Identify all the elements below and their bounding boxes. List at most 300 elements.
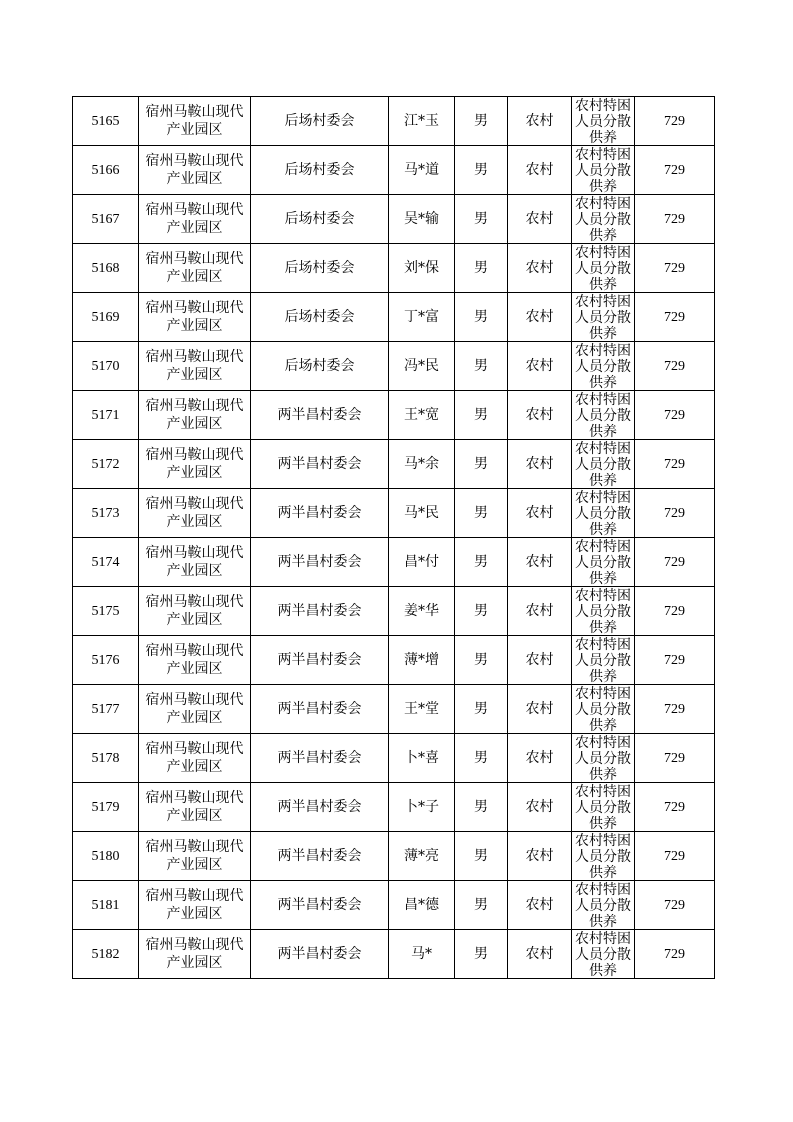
amount: 729 [664, 162, 685, 178]
support-type-line-2: 人员分散 [575, 898, 631, 914]
gender: 男 [474, 651, 488, 668]
support-type-cell [572, 195, 635, 244]
committee-cell [251, 195, 389, 244]
gender-cell [455, 587, 508, 636]
serial-number: 5181 [91, 897, 120, 913]
park-cell [139, 391, 251, 440]
amount-cell [635, 832, 715, 881]
support-type-line-1: 农村特困 [575, 98, 631, 114]
serial-number: 5178 [91, 750, 120, 766]
residence-type: 农村 [525, 847, 554, 864]
name-cell [389, 146, 455, 195]
support-type-line-3: 供养 [589, 767, 617, 782]
serial-number-cell [73, 293, 139, 342]
village-committee: 两半昌村委会 [277, 896, 362, 913]
committee-cell [251, 685, 389, 734]
gender-cell [455, 636, 508, 685]
park-name-line-2: 产业园区 [166, 808, 223, 824]
amount: 729 [664, 505, 685, 521]
recipient-name: 姜*华 [404, 602, 439, 619]
serial-number: 5165 [91, 113, 120, 129]
committee-cell [251, 342, 389, 391]
support-type-cell [572, 685, 635, 734]
support-type-line-1: 农村特困 [575, 245, 631, 261]
park-cell [139, 734, 251, 783]
residence-type: 农村 [525, 112, 554, 129]
support-type-line-3: 供养 [589, 718, 617, 733]
name-cell [389, 440, 455, 489]
park-name-line-1: 宿州马鞍山现代 [145, 202, 244, 218]
amount: 729 [664, 113, 685, 129]
support-type-line-2: 人员分散 [575, 457, 631, 473]
park-cell [139, 832, 251, 881]
amount-cell [635, 391, 715, 440]
park-name-line-2: 产业园区 [166, 661, 223, 677]
committee-cell [251, 930, 389, 979]
table-body [73, 97, 715, 979]
gender-cell [455, 391, 508, 440]
name-cell [389, 881, 455, 930]
committee-cell [251, 97, 389, 146]
gender-cell [455, 734, 508, 783]
support-type-line-2: 人员分散 [575, 163, 631, 179]
park-cell [139, 685, 251, 734]
gender-cell [455, 832, 508, 881]
park-name-line-2: 产业园区 [166, 465, 223, 481]
table-row [73, 195, 715, 244]
support-type-line-1: 农村特困 [575, 441, 631, 457]
support-type-line-1: 农村特困 [575, 735, 631, 751]
table-row [73, 440, 715, 489]
serial-number-cell [73, 195, 139, 244]
village-committee: 两半昌村委会 [277, 651, 362, 668]
support-type-line-2: 人员分散 [575, 359, 631, 375]
recipient-name: 刘*保 [404, 259, 439, 276]
recipient-name: 王*宽 [404, 406, 439, 423]
amount-cell [635, 195, 715, 244]
park-name-line-1: 宿州马鞍山现代 [145, 349, 244, 365]
name-cell [389, 783, 455, 832]
gender-cell [455, 930, 508, 979]
amount: 729 [664, 750, 685, 766]
residence-type: 农村 [525, 455, 554, 472]
serial-number-cell [73, 734, 139, 783]
recipient-name: 薄*亮 [404, 847, 439, 864]
serial-number: 5182 [91, 946, 120, 962]
amount-cell [635, 881, 715, 930]
village-committee: 两半昌村委会 [277, 798, 362, 815]
residence-type: 农村 [525, 259, 554, 276]
table-row [73, 244, 715, 293]
recipient-name: 马* [411, 945, 432, 962]
recipient-name: 马*民 [404, 504, 439, 521]
name-cell [389, 587, 455, 636]
gender: 男 [474, 161, 488, 178]
support-type-line-1: 农村特困 [575, 588, 631, 604]
gender-cell [455, 783, 508, 832]
support-type-cell [572, 930, 635, 979]
serial-number-cell [73, 636, 139, 685]
support-type-line-1: 农村特困 [575, 833, 631, 849]
amount: 729 [664, 603, 685, 619]
park-name-line-1: 宿州马鞍山现代 [145, 545, 244, 561]
name-cell [389, 195, 455, 244]
amount-cell [635, 342, 715, 391]
support-type-cell [572, 587, 635, 636]
table-row [73, 146, 715, 195]
park-name-line-2: 产业园区 [166, 759, 223, 775]
serial-number: 5173 [91, 505, 120, 521]
support-type-cell [572, 146, 635, 195]
support-type-line-2: 人员分散 [575, 800, 631, 816]
recipient-name: 卜*喜 [404, 749, 439, 766]
park-cell [139, 636, 251, 685]
amount: 729 [664, 652, 685, 668]
serial-number-cell [73, 538, 139, 587]
amount-cell [635, 734, 715, 783]
residence-cell [508, 636, 572, 685]
support-type-line-1: 农村特困 [575, 784, 631, 800]
recipient-name: 吴*输 [404, 210, 439, 227]
recipient-name: 薄*增 [404, 651, 439, 668]
gender: 男 [474, 749, 488, 766]
residence-cell [508, 832, 572, 881]
serial-number: 5171 [91, 407, 120, 423]
residence-cell [508, 146, 572, 195]
gender: 男 [474, 112, 488, 129]
serial-number-cell [73, 146, 139, 195]
name-cell [389, 832, 455, 881]
support-type-cell [572, 489, 635, 538]
gender: 男 [474, 798, 488, 815]
committee-cell [251, 587, 389, 636]
amount-cell [635, 293, 715, 342]
park-cell [139, 146, 251, 195]
gender: 男 [474, 357, 488, 374]
park-cell [139, 342, 251, 391]
support-type-cell [572, 881, 635, 930]
support-type-line-2: 人员分散 [575, 555, 631, 571]
serial-number: 5169 [91, 309, 120, 325]
serial-number-cell [73, 587, 139, 636]
table-row [73, 342, 715, 391]
amount-cell [635, 244, 715, 293]
park-name-line-1: 宿州马鞍山现代 [145, 398, 244, 414]
support-type-line-3: 供养 [589, 571, 617, 586]
amount: 729 [664, 897, 685, 913]
park-name-line-2: 产业园区 [166, 269, 223, 285]
residence-cell [508, 881, 572, 930]
committee-cell [251, 440, 389, 489]
serial-number: 5168 [91, 260, 120, 276]
park-cell [139, 881, 251, 930]
park-cell [139, 195, 251, 244]
name-cell [389, 244, 455, 293]
park-cell [139, 930, 251, 979]
amount-cell [635, 587, 715, 636]
recipient-name: 马*道 [404, 161, 439, 178]
support-type-line-3: 供养 [589, 326, 617, 341]
gender-cell [455, 97, 508, 146]
table-row [73, 538, 715, 587]
table-row [73, 881, 715, 930]
serial-number: 5172 [91, 456, 120, 472]
recipient-name: 王*堂 [404, 700, 439, 717]
park-name-line-2: 产业园区 [166, 220, 223, 236]
support-type-line-3: 供养 [589, 816, 617, 831]
name-cell [389, 636, 455, 685]
amount: 729 [664, 799, 685, 815]
gender-cell [455, 538, 508, 587]
support-type-line-3: 供养 [589, 228, 617, 243]
support-type-line-1: 农村特困 [575, 147, 631, 163]
residence-type: 农村 [525, 896, 554, 913]
name-cell [389, 930, 455, 979]
gender: 男 [474, 553, 488, 570]
name-cell [389, 342, 455, 391]
support-type-line-1: 农村特困 [575, 490, 631, 506]
support-type-line-1: 农村特困 [575, 539, 631, 555]
table-row [73, 293, 715, 342]
serial-number: 5179 [91, 799, 120, 815]
amount: 729 [664, 260, 685, 276]
gender: 男 [474, 847, 488, 864]
park-cell [139, 293, 251, 342]
support-type-line-3: 供养 [589, 865, 617, 880]
support-type-cell [572, 440, 635, 489]
support-type-line-1: 农村特困 [575, 637, 631, 653]
residence-cell [508, 342, 572, 391]
residence-cell [508, 293, 572, 342]
park-name-line-1: 宿州马鞍山现代 [145, 594, 244, 610]
support-type-line-1: 农村特困 [575, 392, 631, 408]
committee-cell [251, 783, 389, 832]
support-type-line-3: 供养 [589, 669, 617, 684]
support-type-line-3: 供养 [589, 424, 617, 439]
residence-cell [508, 489, 572, 538]
residence-type: 农村 [525, 210, 554, 227]
village-committee: 两半昌村委会 [277, 455, 362, 472]
park-name-line-2: 产业园区 [166, 171, 223, 187]
park-cell [139, 440, 251, 489]
support-type-cell [572, 832, 635, 881]
village-committee: 两半昌村委会 [277, 553, 362, 570]
support-type-line-1: 农村特困 [575, 294, 631, 310]
committee-cell [251, 293, 389, 342]
support-type-line-3: 供养 [589, 963, 617, 978]
support-type-cell [572, 734, 635, 783]
support-type-line-2: 人员分散 [575, 310, 631, 326]
serial-number: 5170 [91, 358, 120, 374]
gender: 男 [474, 308, 488, 325]
support-type-line-2: 人员分散 [575, 114, 631, 130]
recipient-name: 昌*德 [404, 896, 439, 913]
table-row [73, 783, 715, 832]
amount: 729 [664, 358, 685, 374]
park-cell [139, 538, 251, 587]
park-name-line-1: 宿州马鞍山现代 [145, 300, 244, 316]
recipient-name: 丁*富 [404, 308, 439, 325]
amount: 729 [664, 554, 685, 570]
name-cell [389, 97, 455, 146]
serial-number-cell [73, 391, 139, 440]
gender: 男 [474, 406, 488, 423]
support-type-cell [572, 293, 635, 342]
park-name-line-2: 产业园区 [166, 367, 223, 383]
support-type-line-2: 人员分散 [575, 408, 631, 424]
table-row [73, 930, 715, 979]
support-type-line-2: 人员分散 [575, 212, 631, 228]
recipient-table [72, 96, 715, 979]
gender: 男 [474, 259, 488, 276]
support-type-line-2: 人员分散 [575, 604, 631, 620]
committee-cell [251, 734, 389, 783]
gender: 男 [474, 602, 488, 619]
amount: 729 [664, 309, 685, 325]
gender-cell [455, 440, 508, 489]
gender: 男 [474, 700, 488, 717]
park-name-line-2: 产业园区 [166, 514, 223, 530]
support-type-cell [572, 342, 635, 391]
park-name-line-1: 宿州马鞍山现代 [145, 104, 244, 120]
park-name-line-1: 宿州马鞍山现代 [145, 790, 244, 806]
park-name-line-2: 产业园区 [166, 563, 223, 579]
amount-cell [635, 146, 715, 195]
support-type-line-2: 人员分散 [575, 261, 631, 277]
committee-cell [251, 881, 389, 930]
residence-type: 农村 [525, 749, 554, 766]
residence-type: 农村 [525, 504, 554, 521]
recipient-name: 卜*子 [404, 798, 439, 815]
support-type-line-3: 供养 [589, 473, 617, 488]
recipient-name: 江*玉 [404, 112, 439, 129]
table-row [73, 685, 715, 734]
support-type-line-3: 供养 [589, 522, 617, 537]
park-name-line-1: 宿州马鞍山现代 [145, 888, 244, 904]
village-committee: 后场村委会 [284, 308, 355, 325]
residence-cell [508, 538, 572, 587]
village-committee: 两半昌村委会 [277, 602, 362, 619]
park-cell [139, 587, 251, 636]
name-cell [389, 293, 455, 342]
amount-cell [635, 440, 715, 489]
support-type-line-3: 供养 [589, 179, 617, 194]
park-name-line-2: 产业园区 [166, 906, 223, 922]
support-type-line-3: 供养 [589, 914, 617, 929]
village-committee: 后场村委会 [284, 112, 355, 129]
amount-cell [635, 930, 715, 979]
serial-number-cell [73, 930, 139, 979]
support-type-line-3: 供养 [589, 130, 617, 145]
table-row [73, 587, 715, 636]
recipient-name: 冯*民 [404, 357, 439, 374]
park-name-line-1: 宿州马鞍山现代 [145, 153, 244, 169]
gender: 男 [474, 504, 488, 521]
village-committee: 两半昌村委会 [277, 406, 362, 423]
residence-type: 农村 [525, 602, 554, 619]
park-name-line-1: 宿州马鞍山现代 [145, 447, 244, 463]
park-cell [139, 244, 251, 293]
park-name-line-2: 产业园区 [166, 710, 223, 726]
recipient-name: 马*余 [404, 455, 439, 472]
park-name-line-1: 宿州马鞍山现代 [145, 741, 244, 757]
support-type-line-3: 供养 [589, 620, 617, 635]
support-type-line-2: 人员分散 [575, 702, 631, 718]
village-committee: 后场村委会 [284, 161, 355, 178]
village-committee: 两半昌村委会 [277, 700, 362, 717]
recipient-name: 昌*付 [404, 553, 439, 570]
residence-cell [508, 244, 572, 293]
serial-number: 5175 [91, 603, 120, 619]
serial-number: 5174 [91, 554, 120, 570]
serial-number-cell [73, 685, 139, 734]
village-committee: 后场村委会 [284, 357, 355, 374]
village-committee: 两半昌村委会 [277, 504, 362, 521]
amount: 729 [664, 848, 685, 864]
gender-cell [455, 685, 508, 734]
committee-cell [251, 636, 389, 685]
table-row [73, 636, 715, 685]
village-committee: 两半昌村委会 [277, 945, 362, 962]
residence-cell [508, 587, 572, 636]
support-type-line-1: 农村特困 [575, 882, 631, 898]
table-row [73, 734, 715, 783]
support-type-line-3: 供养 [589, 375, 617, 390]
serial-number: 5177 [91, 701, 120, 717]
park-name-line-2: 产业园区 [166, 857, 223, 873]
residence-type: 农村 [525, 553, 554, 570]
committee-cell [251, 391, 389, 440]
park-name-line-1: 宿州马鞍山现代 [145, 643, 244, 659]
support-type-line-2: 人员分散 [575, 506, 631, 522]
park-name-line-1: 宿州马鞍山现代 [145, 937, 244, 953]
amount: 729 [664, 407, 685, 423]
committee-cell [251, 146, 389, 195]
amount-cell [635, 636, 715, 685]
serial-number-cell [73, 832, 139, 881]
serial-number: 5176 [91, 652, 120, 668]
residence-cell [508, 783, 572, 832]
amount-cell [635, 685, 715, 734]
gender-cell [455, 195, 508, 244]
park-name-line-1: 宿州马鞍山现代 [145, 496, 244, 512]
park-cell [139, 783, 251, 832]
amount-cell [635, 538, 715, 587]
name-cell [389, 391, 455, 440]
park-name-line-1: 宿州马鞍山现代 [145, 692, 244, 708]
residence-type: 农村 [525, 406, 554, 423]
residence-type: 农村 [525, 651, 554, 668]
support-type-line-1: 农村特困 [575, 686, 631, 702]
support-type-cell [572, 97, 635, 146]
serial-number: 5180 [91, 848, 120, 864]
serial-number-cell [73, 881, 139, 930]
village-committee: 后场村委会 [284, 210, 355, 227]
amount: 729 [664, 946, 685, 962]
village-committee: 两半昌村委会 [277, 847, 362, 864]
amount: 729 [664, 701, 685, 717]
park-name-line-1: 宿州马鞍山现代 [145, 251, 244, 267]
support-type-line-2: 人员分散 [575, 653, 631, 669]
table-row [73, 489, 715, 538]
gender: 男 [474, 210, 488, 227]
park-name-line-2: 产业园区 [166, 122, 223, 138]
support-type-cell [572, 538, 635, 587]
village-committee: 两半昌村委会 [277, 749, 362, 766]
residence-cell [508, 391, 572, 440]
residence-cell [508, 930, 572, 979]
committee-cell [251, 832, 389, 881]
